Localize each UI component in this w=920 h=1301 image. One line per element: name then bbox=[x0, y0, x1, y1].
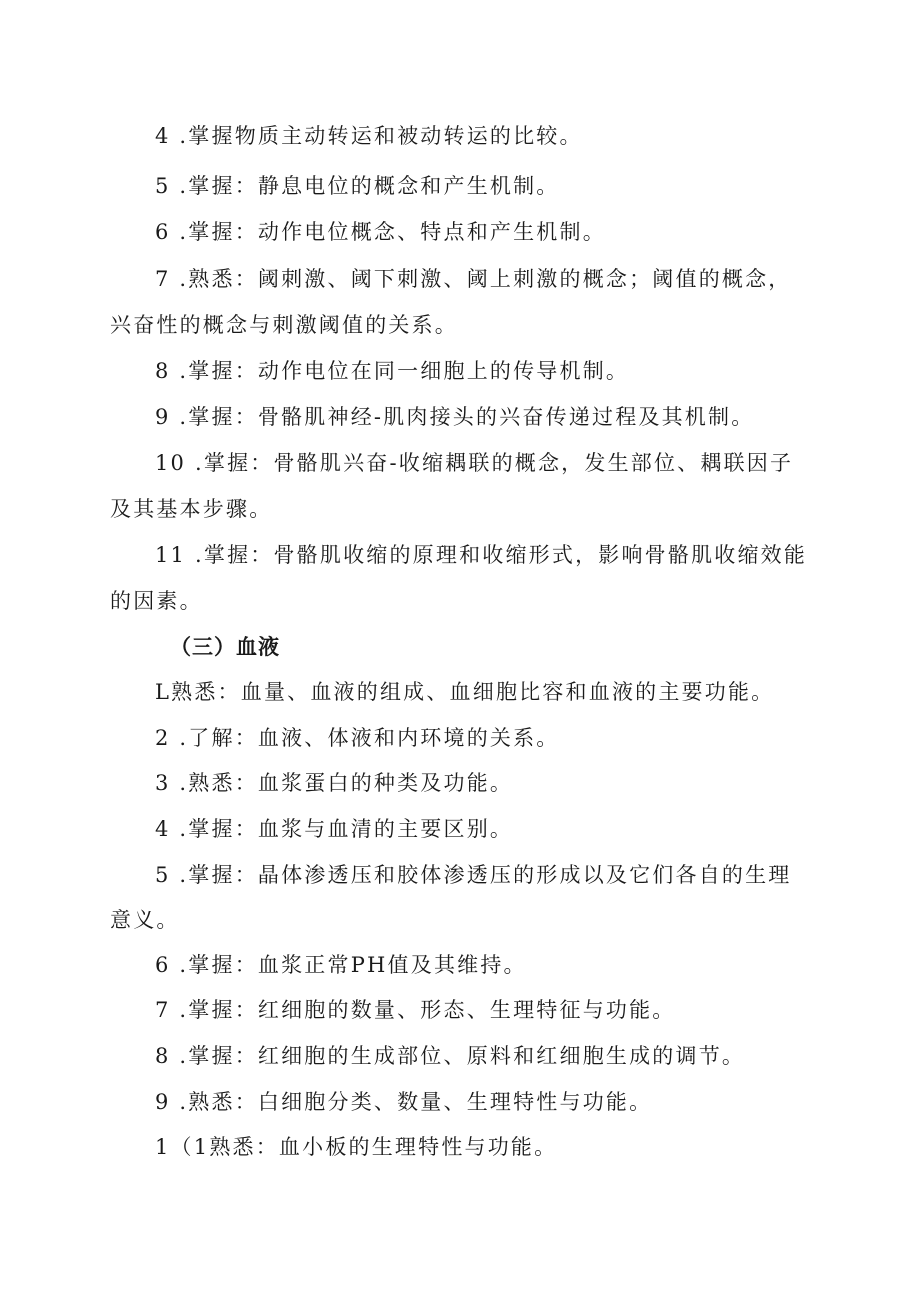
text-line-20: 7 .掌握：红细胞的数量、形态、生理特征与功能。 bbox=[155, 998, 676, 1022]
text-line-3: 6 .掌握：动作电位概念、特点和产生机制。 bbox=[155, 220, 606, 244]
text-line-21: 8 .掌握：红细胞的生成部位、原料和红细胞生成的调节。 bbox=[155, 1044, 746, 1068]
text-line-22: 9 .熟悉：白细胞分类、数量、生理特性与功能。 bbox=[155, 1090, 653, 1114]
text-line-23: 1（1熟悉：血小板的生理特性与功能。 bbox=[155, 1135, 558, 1159]
text-line-4: 7 .熟悉：阈刺激、阈下刺激、阈上刺激的概念；阈值的概念， bbox=[155, 267, 792, 291]
text-line-5: 兴奋性的概念与刺激阈值的关系。 bbox=[110, 313, 458, 337]
section-heading-blood: （三）血液 bbox=[170, 634, 280, 659]
text-line-13: L熟悉：血量、血液的组成、血细胞比容和血液的主要功能。 bbox=[155, 680, 775, 704]
text-line-7: 9 .掌握：骨骼肌神经-肌肉接头的兴奋传递过程及其机制。 bbox=[155, 405, 755, 429]
text-line-19: 6 .掌握：血浆正常PH值及其维持。 bbox=[155, 953, 527, 977]
text-line-11: 的因素。 bbox=[110, 589, 203, 613]
text-line-14: 2 .了解：血液、体液和内环境的关系。 bbox=[155, 726, 560, 750]
text-line-10: 11 .掌握：骨骼肌收缩的原理和收缩形式，影响骨骼肌收缩效能 bbox=[155, 543, 808, 567]
text-line-17: 5 .掌握：晶体渗透压和胶体渗透压的形成以及它们各自的生理 bbox=[155, 863, 792, 887]
text-line-15: 3 .熟悉：血浆蛋白的种类及功能。 bbox=[155, 771, 514, 795]
text-line-8: 10 .掌握：骨骼肌兴奋-收缩耦联的概念，发生部位、耦联因子 bbox=[155, 451, 794, 475]
text-line-9: 及其基本步骤。 bbox=[110, 497, 273, 521]
text-line-2: 5 .掌握：静息电位的概念和产生机制。 bbox=[155, 174, 560, 198]
text-line-16: 4 .掌握：血浆与血清的主要区别。 bbox=[155, 817, 514, 841]
text-line-1: 4 .掌握物质主动转运和被动转运的比较。 bbox=[155, 124, 583, 148]
text-line-18: 意义。 bbox=[110, 908, 180, 932]
text-line-6: 8 .掌握：动作电位在同一细胞上的传导机制。 bbox=[155, 359, 630, 383]
